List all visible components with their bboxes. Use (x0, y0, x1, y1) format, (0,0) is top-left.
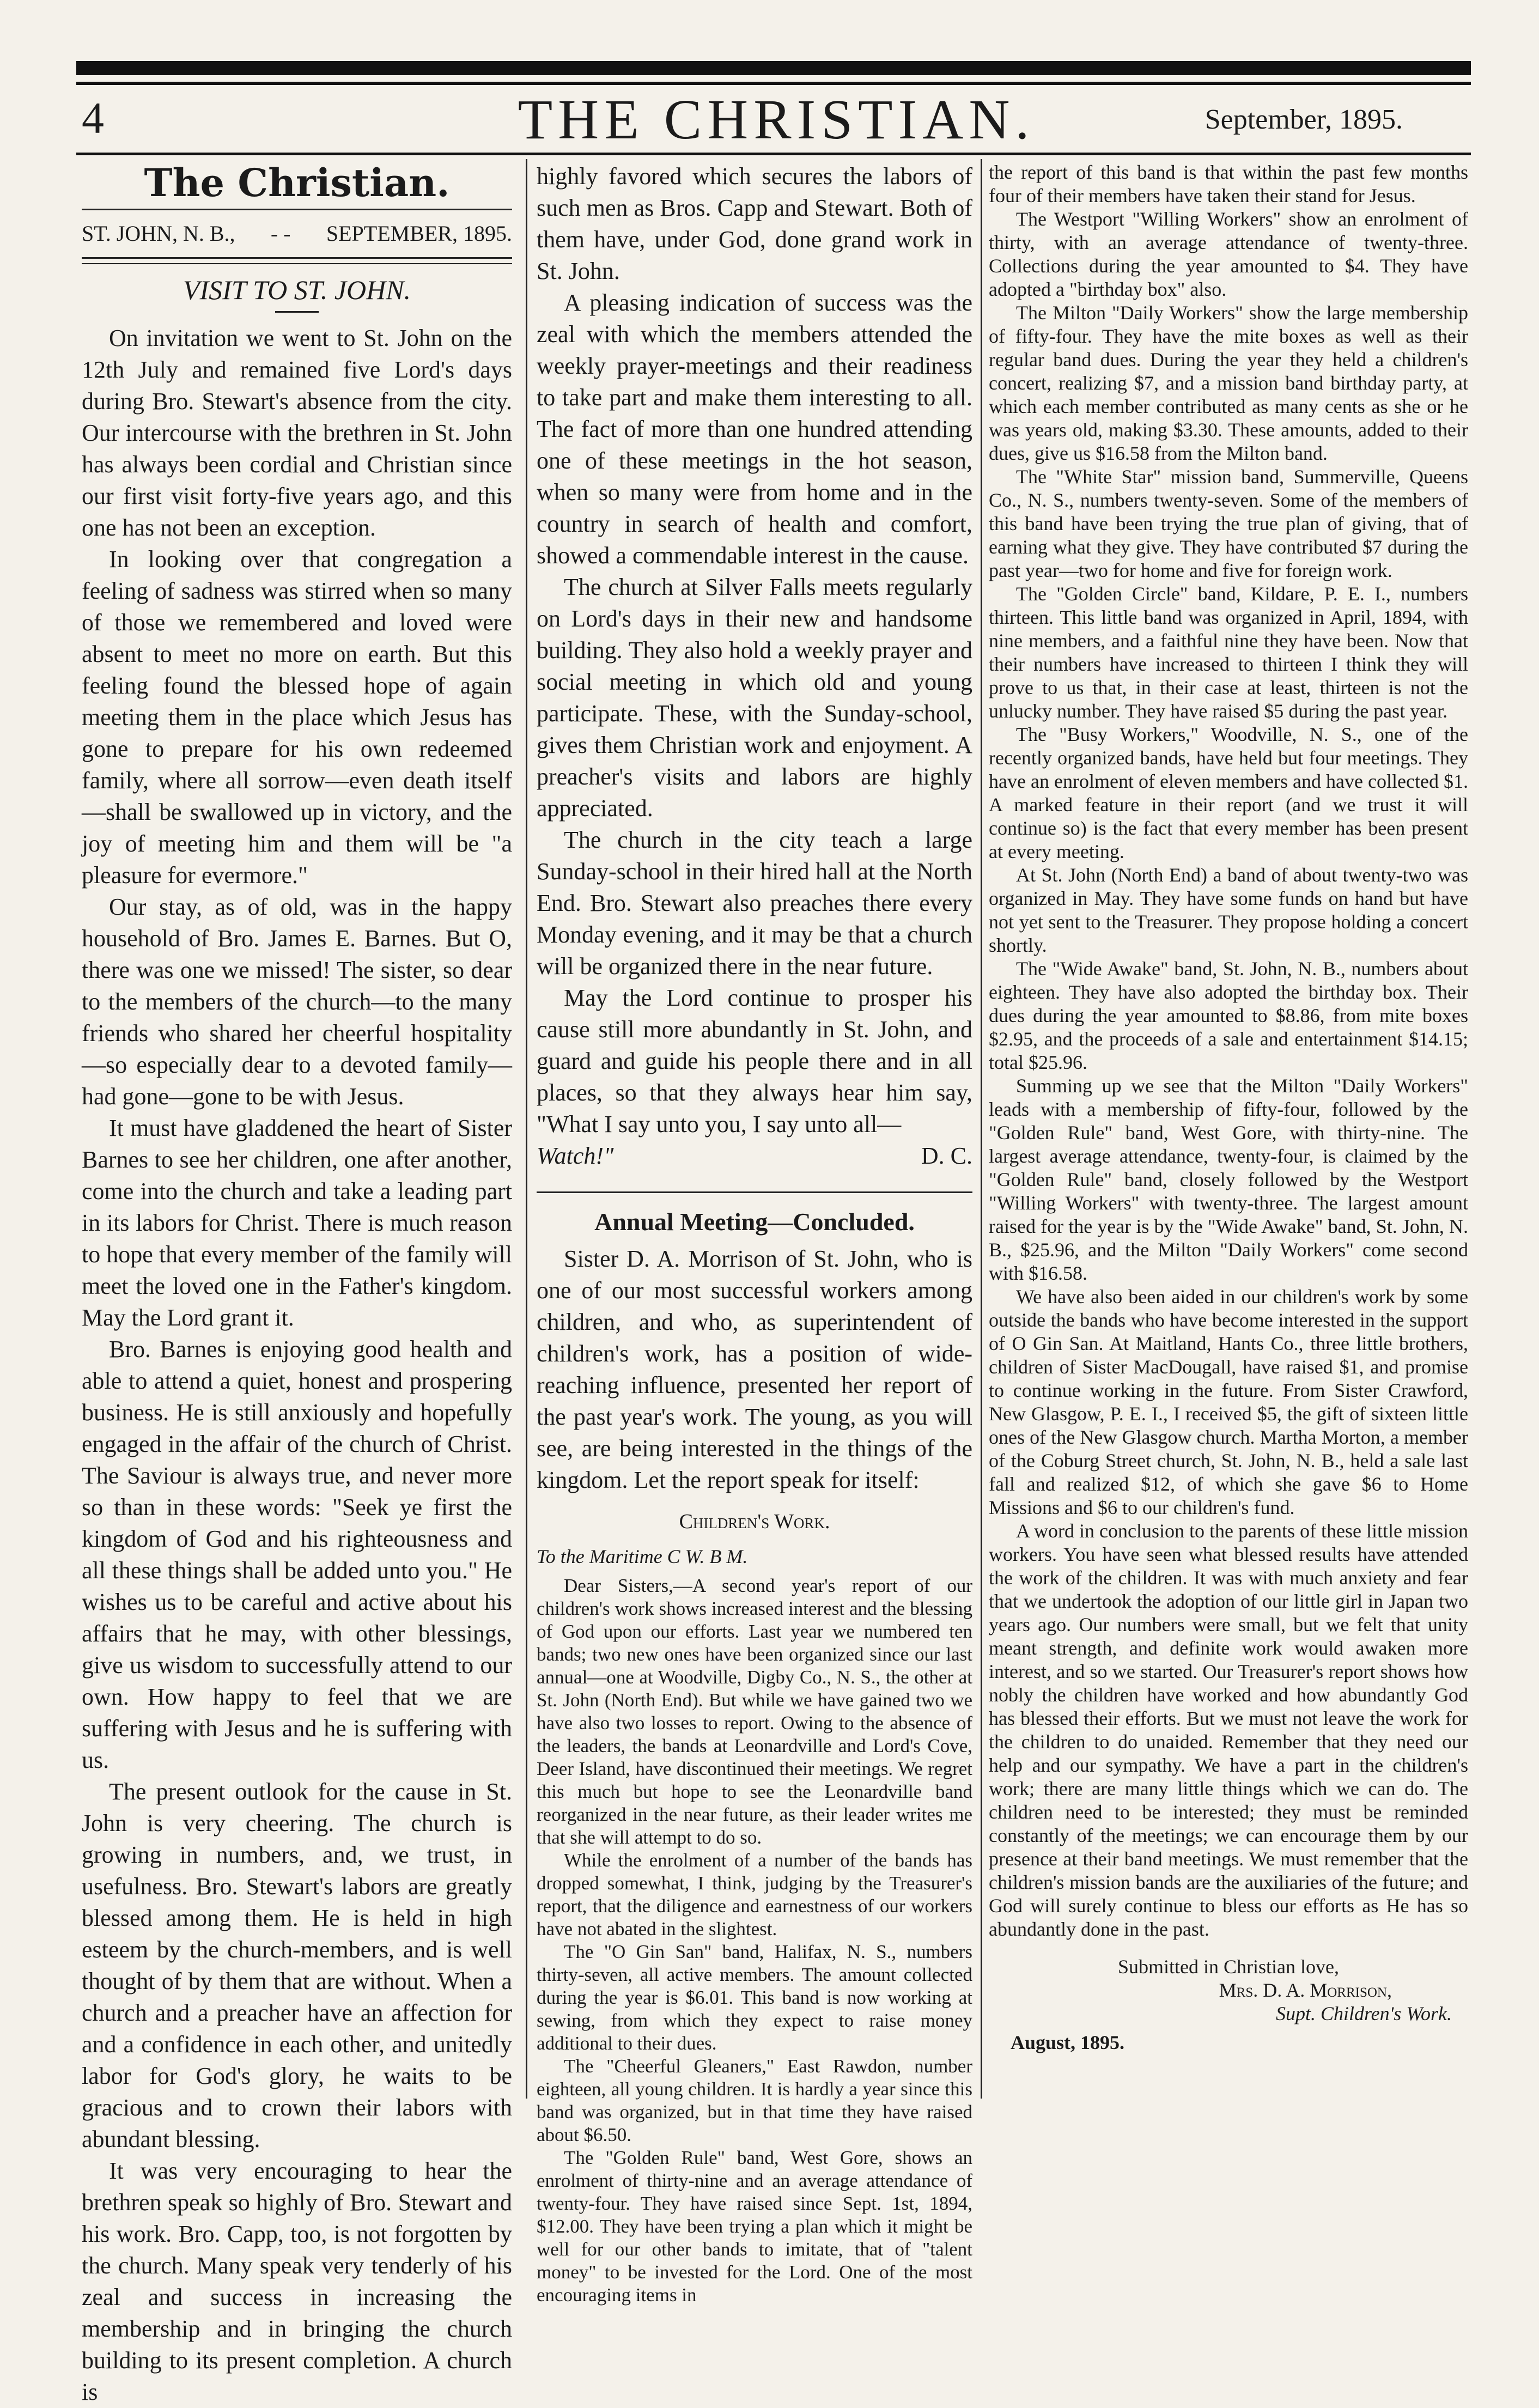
dateline-separator: - - (270, 221, 291, 246)
paragraph: The "O Gin San" band, Halifax, N. S., numbers thirty-seven, all active members. The amount collected during the year is $6.01. This band is now working at sewing, from which they expect to raise money additional to their dues. (537, 1941, 972, 2054)
closing-line: Submitted in Christian love, (1118, 1956, 1339, 1978)
author-initials: D. C. (921, 1142, 972, 1169)
signature: Mrs. D. A. Morrison, (1219, 1979, 1392, 2001)
section-divider (537, 1191, 972, 1193)
paragraph: It must have gladdened the heart of Sister Barnes to see her children, one after another, come into the church and take a leading part in its labors for Christ. There is much reason to hope that every member of the family will meet the loved one in the Father's kingdom. May the Lord grant it. (82, 1115, 512, 1331)
paragraph: Dear Sisters,—A second year's report of our children's work shows increased interest and the blessing of God upon our efforts. Last year we numbered ten bands; two new ones have been organized since our last annual—one at Woodville, Digby Co., N. S., the other at St. John (North End). But while we have gained two we have also two losses to report. Owing to the absence of the leaders, the bands at Leonardville and Lord's Cove, Deer Island, have discontinued their meetings. We regret this much but hope to see the Leonardville band reorganized in the near future, as their leader writes me that she will attempt to do so. (537, 1575, 972, 1848)
paragraph: In looking over that congregation a feeling of sadness was stirred when so many of those we remembered and loved were absent to meet no more on earth. But this feeling found the blessed hope of again meeting them in the place which Jesus has gone to prepare for his own redeemed family, where all sorrow—even death itself—shall be swallowed up in victory, and the joy of meeting him and them will be "a pleasure for evermore." (82, 546, 512, 889)
dateline-rule (82, 257, 512, 264)
dateline-date: SEPTEMBER, 1895. (326, 221, 512, 246)
newspaper-title: THE CHRISTIAN. (518, 88, 1035, 151)
paragraph: On invitation we went to St. John on the 12th July and remained five Lord's days during Bro. Stewart's absence from the city. Our intercourse with the brethren in St. John has always been cordial and Christian since our first visit forty-five years ago, and this one has not been an exception. (82, 325, 512, 541)
report-date: August, 1895. (1011, 2032, 1125, 2053)
article-signoff (537, 1140, 972, 1172)
masthead: The Christian. (144, 160, 450, 205)
title-dash (275, 311, 319, 313)
top-thick-rule (76, 61, 1471, 75)
paragraph: The "White Star" mission band, Summerville, Queens Co., N. S., numbers twenty-seven. Some of the members of this band have been trying the true plan of giving, that of earning what they give. They have contributed $7 during the past year—two for home and five for foreign work. (989, 466, 1468, 581)
paragraph: It was very encouraging to hear the brethren speak so highly of Bro. Stewart and his work. Bro. Capp, too, is not forgotten by the church. Many speak very tenderly of his zeal and success in increasing the membership and in bringing the church building to its present completion. A church is (82, 2157, 512, 2405)
paragraph: Our stay, as of old, was in the happy household of Bro. James E. Barnes. But O, there was one we missed! The sister, so dear to the members of the church—to the many friends who shared her cheerful hospitality—so especially dear to a devoted family—had gone—gone to be with Jesus. (82, 893, 512, 1110)
paragraph: The present outlook for the cause in St. John is very cheering. The church is growing in numbers, and, we trust, in usefulness. Bro. Stewart's labors are greatly blessed among them. He is held in high esteem by the church-members, and is well thought of by them that are without. When a church and a preacher have an affection for and a confidence in each other, and unitedly labor for God's glory, he waits to be gracious and to crown their labors with abundant blessing. (82, 1778, 512, 2152)
paragraph: The "Busy Workers," Woodville, N. S., one of the recently organized bands, have held but four meetings. They have an enrolment of eleven members and have collected $1. A marked feature in their report (and we trust it will continue so) is the fact that every member has been present at every meeting. (989, 723, 1468, 862)
top-thin-rule (76, 82, 1471, 85)
paragraph: The church in the city teach a large Sunday-school in their hired hall at the North End. Bro. Stewart also preaches there every Monday evening, and it may be that a church will be organized there in the near future. (537, 826, 972, 980)
dateline (82, 218, 512, 250)
paragraph: At St. John (North End) a band of about twenty-two was organized in May. They have some funds on hand but have not yet sent to the Treasurer. They propose holding a concert shortly. (989, 864, 1468, 956)
column-3 (989, 161, 1468, 2054)
dateline-place: ST. JOHN, N. B., (82, 221, 235, 246)
signature-title: Supt. Children's Work. (1275, 2003, 1452, 2024)
paragraph: Summing up we see that the Milton "Daily Workers" leads with a membership of fifty-four, followed by the "Golden Rule" band, West Gore, with thirty-nine. The largest average attendance, twenty-four, is claimed by the "Golden Rule" band, closely followed by the Westport "Willing Workers" with twenty-three. The largest amount raised for the year is by the "Wide Awake" band, St. John, N. B., $25.96, and the Milton "Daily Workers" come second with $16.58. (989, 1075, 1468, 1284)
paragraph: The "Golden Rule" band, West Gore, shows an enrolment of thirty-nine and an average attendance of twenty-four. They have raised since Sept. 1st, 1894, $12.00. They have been trying a plan which it might be well for our other bands to imitate, that of "talent money" to be invested for the Lord. One of the most encouraging items in (537, 2147, 972, 2306)
paragraph: While the enrolment of a number of the bands has dropped somewhat, I think, judging by the Treasurer's report, that the diligence and earnestness of our workers have not abated in the slightest. (537, 1850, 972, 1939)
column-2 (537, 161, 972, 2307)
issue-date: September, 1895. (1205, 104, 1403, 135)
paragraph: The "Golden Circle" band, Kildare, P. E. I., numbers thirteen. This little band was organized in April, 1894, with nine members, and a faithful nine they have been. Now that their numbers have increased to thirteen I think they will prove to us that, in their case at least, thirteen is not the unlucky number. They have raised $5 during the past year. (989, 583, 1468, 722)
column-1 (82, 161, 512, 2408)
article-title: VISIT TO ST. JOHN. (183, 275, 411, 305)
paragraph: A word in conclusion to the parents of these little mission workers. You have seen what blessed results have attended the work of the children. It was with much anxiety and fear that we undertook the adoption of our little girl in Japan two years ago. Our numbers were small, but we felt that unity meant strength, and definite work would awaken more interest, and so we started. Our Treasurer's report shows how nobly the children have worked and how abundantly God has blessed their efforts. But we must not leave the work for the children to do unaided. Remember that they need our help and our sympathy. We have a part in the children's work; there are many little things which we can do. The children need to be interested; they must be reminded constantly of the meetings; we can encourage them by our presence at their band meetings. We must remember that the children's mission bands are the auxiliaries of the future; and God will surely continue to bless our efforts as He has so abundantly done in the past. (989, 1520, 1468, 1940)
paragraph: The Milton "Daily Workers" show the large membership of fifty-four. They have the mite boxes as well as their regular band dues. During the year they held a children's concert, realizing $7, and a mission band birthday party, at which each member contributed as many cents as she or he was years old, making $3.30. These amounts, added to their dues, give us $16.58 from the Milton band. (989, 302, 1468, 464)
annual-meeting-title: Annual Meeting—Concluded. (594, 1208, 915, 1236)
header-rule (76, 153, 1471, 155)
paragraph: Sister D. A. Morrison of St. John, who is one of our most successful workers among children, and who, as superintendent of children's work, has a position of wide-reaching influence, presented her report of the past year's work. The young, as you will see, are being interested in the things of the kingdom. Let the report speak for itself: (537, 1245, 972, 1493)
paragraph: A pleasing indication of success was the zeal with which the members attended the weekly prayer-meetings and their readiness to take part and make them interesting to all. The fact of more than one hundred attending one of these meetings in the hot season, when so many were from home and in the country in search of health and comfort, showed a commendable interest in the cause. (537, 289, 972, 569)
report-salutation: To the Maritime C W. B M. (537, 1546, 748, 1567)
paragraph: The "Wide Awake" band, St. John, N. B., numbers about eighteen. They have also adopted the birthday box. Their dues during the year amounted to $8.86, from mite boxes $2.95, and the proceeds of a sale and entertainment $14.15; total $25.96. (989, 958, 1468, 1073)
column-separator (981, 159, 982, 2099)
paragraph: the report of this band is that within the past few months four of their members have taken their stand for Jesus. (989, 161, 1468, 206)
column-separator (526, 159, 527, 2099)
paragraph: We have also been aided in our children's work by some outside the bands who have become interested in the support of O Gin San. At Maitland, Hants Co., three little brothers, children of Sister MacDougall, have raised $1, and promise to continue working in the future. From Sister Crawford, New Glasgow, P. E. I., I received $5, the gift of sixteen little ones of the New Glasgow church. Martha Morton, a member of the Coburg Street church, St. John, N. B., held a sale last fall and realized $12, of which she gave $6 to Home Missions and $6 to our children's fund. (989, 1286, 1468, 1518)
paragraph: The "Cheerful Gleaners," East Rawdon, number eighteen, all young children. It is hardly a year since this band was organized, but in that time they have raised about $6.50. (537, 2056, 972, 2145)
paragraph: Bro. Barnes is enjoying good health and able to attend a quiet, honest and prospering business. He is still anxiously and hopefully engaged in the affair of the church of Christ. The Saviour is always true, and never more so than in these words: "Seek ye first the kingdom of God and his righteousness and all these things shall be added unto you." He wishes us to be careful and active about his affairs that he may, with other blessings, give us wisdom to successfully attend to our own. How happy to feel that we are suffering with Jesus and he is suffering with us. (82, 1336, 512, 1773)
paragraph: highly favored which secures the labors of such men as Bros. Capp and Stewart. Both of them have, under God, done grand work in St. John. (537, 163, 972, 284)
closing-watch: Watch!" (537, 1142, 614, 1169)
paragraph: The church at Silver Falls meets regularly on Lord's days in their new and handsome building. They also hold a weekly prayer and social meeting in which old and young participate. These, with the Sunday-school, gives them Christian work and enjoyment. A preacher's visits and labors are highly appreciated. (537, 574, 972, 822)
paragraph: The Westport "Willing Workers" show an enrolment of thirty, with an average attendance of twenty-three. Collections during the year amounted to $4. They have adopted a "birthday box" also. (989, 208, 1468, 300)
page-number: 4 (82, 93, 104, 143)
paragraph: May the Lord continue to prosper his cause still more abundantly in St. John, and guard and guide his people there and in all places, so that they always hear him say, "What I say unto you, I say unto all— (537, 984, 972, 1138)
report-heading: Children's Work. (679, 1510, 830, 1533)
masthead-rule (82, 209, 512, 210)
